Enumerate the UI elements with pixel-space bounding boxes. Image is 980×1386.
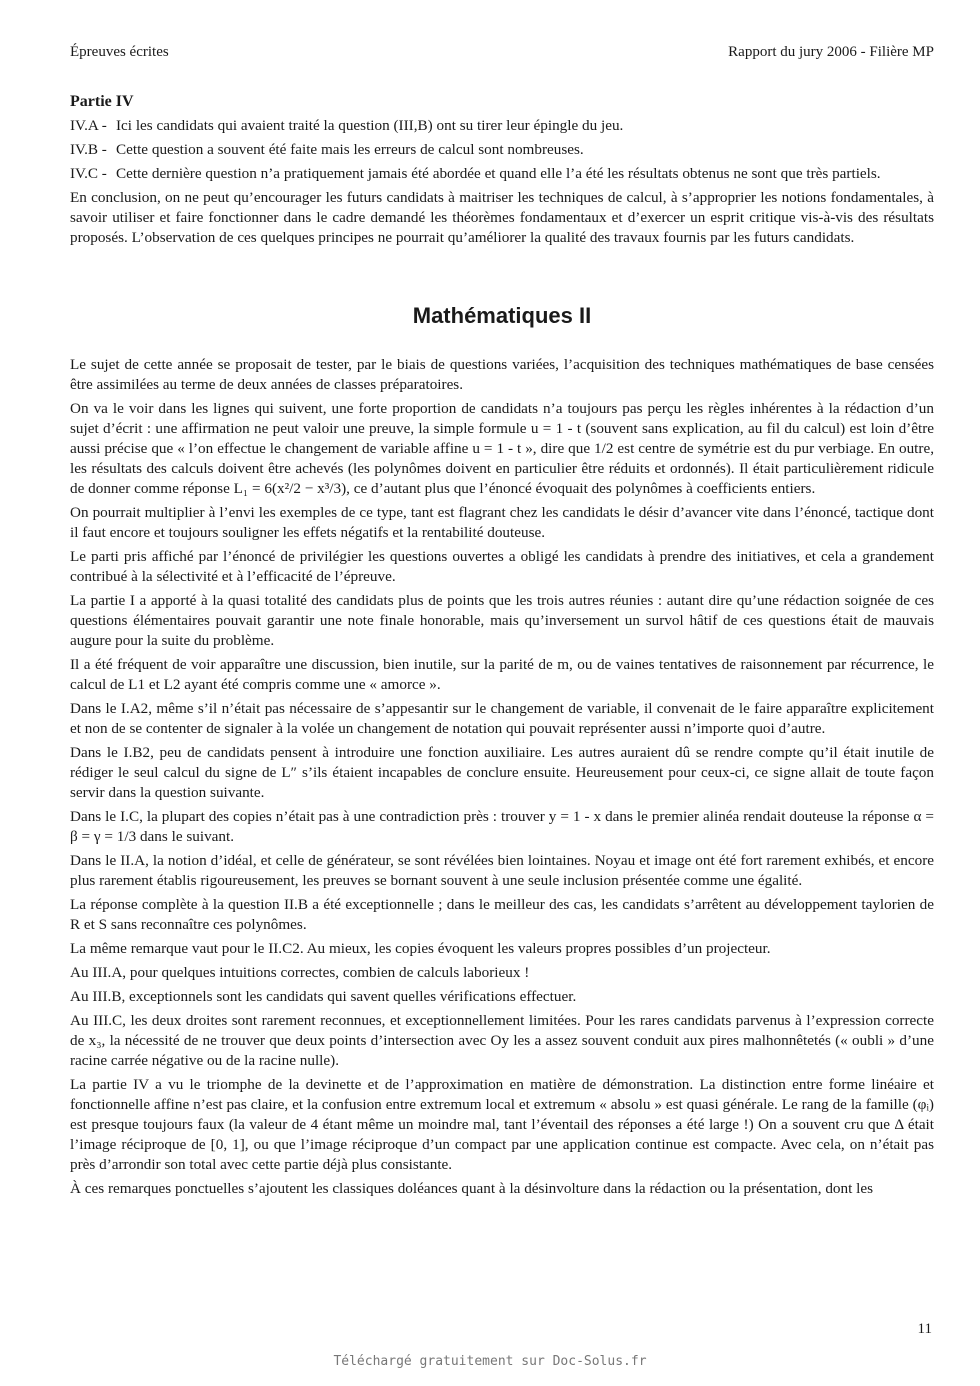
paragraph: Au III.A, pour quelques intuitions correctes, combien de calculs laborieux ! — [70, 964, 530, 981]
list-item — [70, 164, 934, 184]
paragraph: Dans le I.C, la plupart des copies n’était pas à une contradiction près : trouver y = 1 - x dans le premier alinéa rendait douteuse la réponse α = β = γ = 1/3 dans le suivant. — [70, 808, 934, 845]
paragraph: Dans le I.A2, même s’il n’était pas nécessaire de s’appesantir sur le changement de variable, il convenait de le faire apparaître explicitement et non de se contenter de signaler à la volée un changement de notation qui pouvait représenter aussi n’importe quoi d’autre. — [70, 700, 934, 737]
paragraph: Au III.B, exceptionnels sont les candidats qui savent quelles vérifications effectuer. — [70, 988, 577, 1005]
item-text: Ici les candidats qui avaient traité la question (III,B) ont su tirer leur épingle du jeu. — [116, 117, 624, 134]
paragraph: La réponse complète à la question II.B a été exceptionnelle ; dans le meilleur des cas, les candidats s’arrêtent au développement taylorien de R et S sans reconnaître ces polynômes. — [70, 896, 934, 933]
page-body — [70, 92, 934, 1203]
paragraph: On pourrait multiplier à l’envi les exemples de ce type, tant est flagrant chez les candidats le désir d’avancer vite dans l’énoncé, tactique dont il faut encore et toujours souligner les effets négatifs et la rentabilité douteuse. — [70, 504, 934, 541]
paragraph: À ces remarques ponctuelles s’ajoutent les classiques doléances quant à la désinvolture dans la rédaction ou la présentation, dont les — [70, 1180, 873, 1197]
item-text: Cette question a souvent été faite mais les erreurs de calcul sont nombreuses. — [116, 141, 584, 158]
paragraph: Le parti pris affiché par l’énoncé de privilégier les questions ouvertes a obligé les candidats à prendre des initiatives, et cela a grandement contribué à la sélectivité et à l’efficacité de l’épreuve. — [70, 548, 934, 585]
paragraph: La partie IV a vu le triomphe de la devinette et de l’approximation en matière de démonstration. La distinction entre forme linéaire et fonctionnelle affine n’est pas claire, et la confusion entre extremum local et extremum « absolu » est quasi générale. Le rang de la famille (φᵢ) est presque toujours faux (la valeur de 4 étant même un moindre mal, tant l’éventail des réponses a été large !) On a souvent cru que Δ était l’image réciproque de [0, 1], ou que l’image réciproque d’un compact par une application continue est compacte. Avec cela, on n’était pas près d’arrondir son total avec cette partie déjà plus consistante. — [70, 1076, 934, 1173]
item-text: Cette dernière question n’a pratiquement jamais été abordée et quand elle l’a été les résultats obtenus ne sont que très partiels. — [116, 165, 881, 182]
running-header-left: Épreuves écrites — [70, 44, 169, 60]
download-footer: Téléchargé gratuitement sur Doc-Solus.fr — [333, 1354, 647, 1369]
paragraph: Le sujet de cette année se proposait de tester, par le biais de questions variées, l’acquisition des techniques mathématiques de base censées être assimilées au terme de deux années de classes préparatoires. — [70, 356, 934, 393]
list-item — [70, 140, 934, 160]
item-label: IV.A - — [70, 117, 107, 134]
page-number: 11 — [917, 1321, 932, 1337]
paragraph: Au III.C, les deux droites sont rarement reconnues, et exceptionnellement limitées. Pour les rares candidats parvenus à l’expression correcte de x₃, la nécessité de ne trouver que deux points d’intersection avec Oy les a assez souvent conduit aux pires malhonnêtetés (« oubli » d’une racine carrée négative ou de la racine nulle). — [70, 1012, 934, 1069]
paragraph: On va le voir dans les lignes qui suivent, une forte proportion de candidats n’a toujours pas perçu les règles inhérentes à la rédaction d’un sujet d’écrit : une affirmation ne peut valoir une preuve, la simple formule u = 1 - t (souvent sans explication, au fil du calcul) est loin d’être aussi précise que « l’on effectue le changement de variable affine u = 1 - t », dire que 1/2 est centre de symétrie est du pur verbiage. En outre, les résultats des calculs doivent être achevés (les polynômes doivent en particulier être réduits et ordonnés). Il était particulièrement ridicule de donner comme réponse L₁ = 6(x²/2 − x³/3), ce d’autant plus que l’énoncé évoquait des polynômes à coefficients entiers. — [70, 400, 934, 497]
conclusion-paragraph: En conclusion, on ne peut qu’encourager les futurs candidats à maitriser les techniques de calcul, à s’approprier les notions fondamentales, à savoir utiliser et faire fonctionner dans le cadre demandé les théorèmes fondamentaux et d’exercer un esprit critique vis-à-vis des résultats proposés. L’observation de ces quelques principes ne pourrait qu’améliorer la qualité des travaux fournis par les futurs candidats. — [70, 189, 934, 246]
part-title: Partie IV — [70, 93, 134, 110]
paragraph: Dans le I.B2, peu de candidats pensent à introduire une fonction auxiliaire. Les autres auraient dû se rendre compte qu’il était inutile de rédiger le seul calcul du signe de L″ s’ils étaient incapables de conclure ensuite. Heureusement pour ceux-ci, ce signe allait de toute façon servir dans la question suivante. — [70, 744, 934, 801]
running-header-right: Rapport du jury 2006 - Filière MP — [728, 44, 934, 60]
item-label: IV.C - — [70, 165, 107, 182]
paragraph: Il a été fréquent de voir apparaître une discussion, bien inutile, sur la parité de m, ou de vaines tentatives de raisonnement par récurrence, le calcul de L1 et L2 ayant été compris comme une « amorce ». — [70, 656, 934, 693]
section-title: Mathématiques II — [412, 303, 592, 328]
item-label: IV.B - — [70, 141, 107, 158]
paragraph: La même remarque vaut pour le II.C2. Au mieux, les copies évoquent les valeurs propres possibles d’un projecteur. — [70, 940, 771, 957]
paragraph: La partie I a apporté à la quasi totalité des candidats plus de points que les trois autres réunies : autant dire qu’une rédaction soignée de ces questions élémentaires pouvait garantir une note finale honorable, mais qu’inversement un survol hâtif de ces questions était de mauvais augure pour la suite du problème. — [70, 592, 934, 649]
paragraph: Dans le II.A, la notion d’idéal, et celle de générateur, se sont révélées bien lointaines. Noyau et image ont été fort rarement exhibés, et encore plus rarement établis rigoureusement, les preuves se bornant souvent à une seule inclusion présentée comme une égalité. — [70, 852, 934, 889]
list-item — [70, 116, 934, 136]
